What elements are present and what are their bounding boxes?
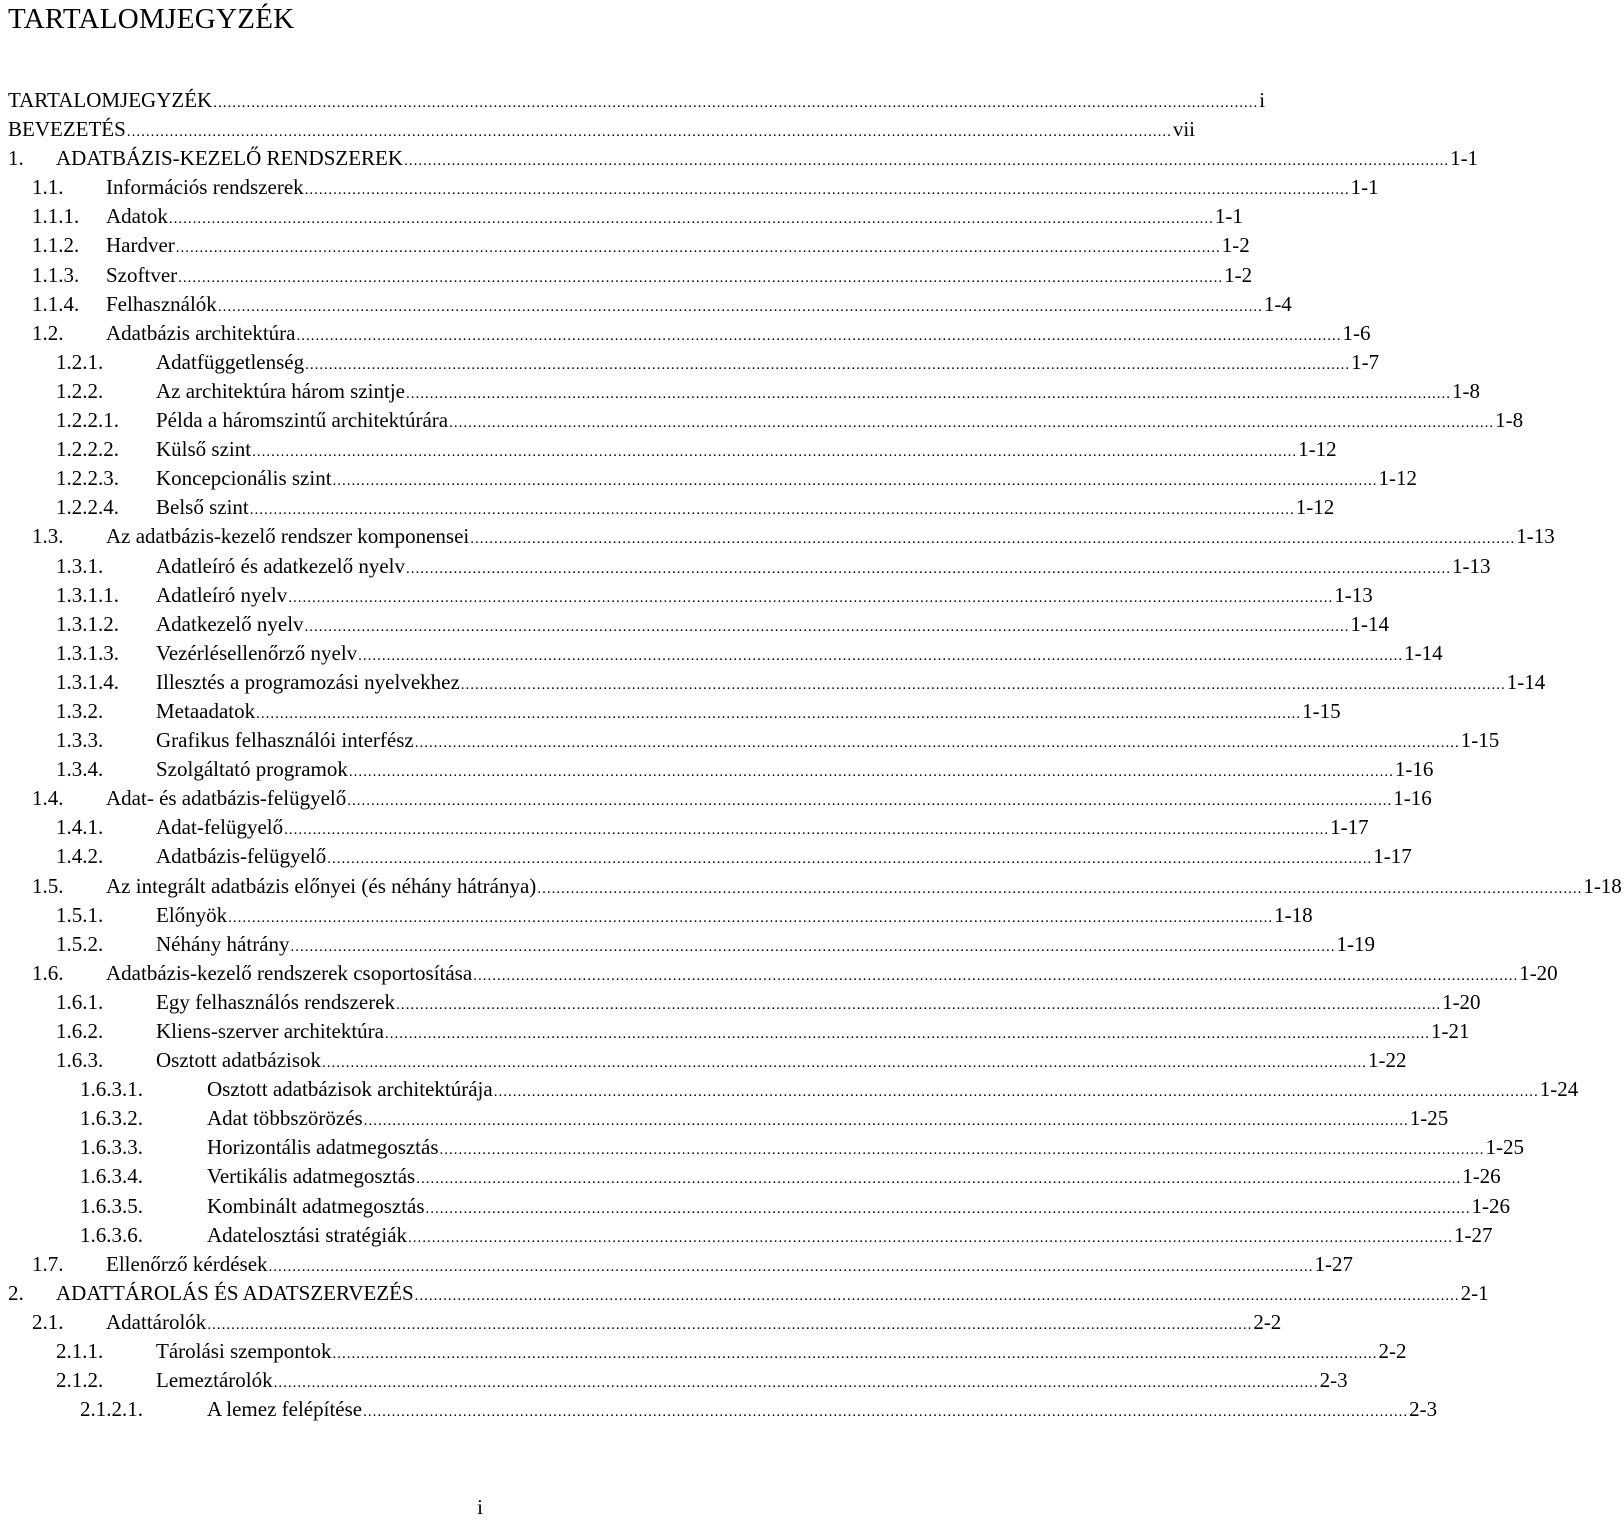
toc-entry-number: 1.6.3.6. <box>80 1222 143 1247</box>
toc-entry-title: Adatleíró nyelv <box>156 582 288 607</box>
dot-leader: ............................................................................................................................................................................................................................ <box>384 1026 1430 1042</box>
toc-entry-title: Felhasználók <box>106 291 217 316</box>
toc-entry-page: 1-13 <box>1451 553 1491 578</box>
toc-entry[interactable] <box>0 377 1480 406</box>
toc-entry-title: ADATTÁROLÁS ÉS ADATSZERVEZÉS <box>56 1280 414 1305</box>
dot-leader: ............................................................................................................................................................................................................................ <box>416 1171 1462 1188</box>
toc-entry-title: Az integrált adatbázis előnyei (és néhány hátránya) <box>106 873 537 898</box>
toc-entry[interactable] <box>0 1104 1449 1133</box>
toc-entry[interactable] <box>0 1395 1438 1424</box>
toc-entry-number: 1.3.3. <box>56 728 104 753</box>
toc-entry-title: Adatleíró és adatkezelő nyelv <box>156 553 405 578</box>
toc-entry-title: Belső szint <box>156 495 249 520</box>
toc-entry-page: 1-6 <box>1342 320 1371 345</box>
toc-entry-number: 1.6.2. <box>56 1019 104 1043</box>
table-of-contents <box>0 86 1622 1424</box>
dot-leader: ............................................................................................................................................................................................................................ <box>249 502 1295 519</box>
toc-entry[interactable] <box>0 872 1622 901</box>
toc-entry[interactable] <box>0 1250 1354 1279</box>
toc-entry-title: Adatbázis-kezelő rendszerek csoportosítása <box>106 960 473 985</box>
toc-entry-title: Metaadatok <box>156 698 256 723</box>
toc-entry[interactable] <box>0 552 1491 581</box>
toc-entry-number: 1.2. <box>32 320 64 345</box>
toc-entry-number: 2.1.2. <box>56 1368 104 1393</box>
toc-entry[interactable] <box>0 1017 1470 1046</box>
toc-entry-page: 2-2 <box>1378 1339 1407 1364</box>
toc-entry[interactable] <box>0 173 1379 202</box>
toc-entry[interactable] <box>0 1279 1489 1308</box>
dot-leader: ............................................................................................................................................................................................................................ <box>460 676 1506 693</box>
toc-entry-number: 1.6.3.4. <box>80 1164 143 1189</box>
toc-entry-page: 1-15 <box>1460 728 1500 753</box>
dot-leader: ............................................................................................................................................................................................................................ <box>322 1055 1368 1072</box>
dot-leader: ............................................................................................................................................................................................................................ <box>363 1113 1409 1130</box>
toc-entry-page: 1-26 <box>1462 1164 1501 1189</box>
toc-entry-number: 1.2.2.1. <box>56 408 119 433</box>
toc-entry-page: 1-25 <box>1485 1135 1525 1160</box>
dot-leader: ............................................................................................................................................................................................................................ <box>268 1258 1314 1275</box>
toc-entry[interactable] <box>0 464 1418 493</box>
toc-entry[interactable] <box>0 988 1481 1017</box>
toc-entry[interactable] <box>0 901 1313 930</box>
toc-entry-page: 1-2 <box>1224 262 1253 287</box>
toc-entry-number: 1.2.2.2. <box>56 437 119 462</box>
toc-entry-page: 1-26 <box>1471 1193 1511 1218</box>
toc-entry-title: Tárolási szempontok <box>156 1339 332 1364</box>
dot-leader: ............................................................................................................................................................................................................................ <box>348 764 1394 781</box>
toc-entry[interactable] <box>0 1221 1493 1250</box>
toc-entry-title: Kliens-szerver architektúra <box>156 1019 384 1043</box>
toc-entry-title: Egy felhasználós rendszerek <box>156 989 396 1014</box>
dot-leader: ............................................................................................................................................................................................................................ <box>168 211 1214 228</box>
dot-leader: ............................................................................................................................................................................................................................ <box>252 444 1298 461</box>
dot-leader: ............................................................................................................................................................................................................................ <box>288 589 1334 606</box>
toc-entry-title: Illesztés a programozási nyelvekhez <box>156 669 460 694</box>
toc-entry-title: Koncepcionális szint <box>156 466 332 491</box>
toc-entry[interactable] <box>0 784 1432 813</box>
toc-entry-page: 2-3 <box>1409 1397 1438 1422</box>
dot-leader: ............................................................................................................................................................................................................................ <box>273 1375 1319 1392</box>
toc-entry-page: 1-8 <box>1495 408 1524 433</box>
dot-leader: ............................................................................................................................................................................................................................ <box>358 647 1404 664</box>
toc-entry[interactable] <box>0 522 1555 551</box>
toc-entry-page: 1-12 <box>1298 437 1337 462</box>
toc-entry-number: 1.4.2. <box>56 844 104 869</box>
toc-entry-number: 2. <box>8 1280 24 1305</box>
toc-entry-page: 1-13 <box>1516 524 1555 549</box>
toc-entry-page: 1-13 <box>1334 582 1373 607</box>
toc-entry-number: 1.2.2.4. <box>56 495 119 520</box>
toc-entry-number: 2.1. <box>32 1309 64 1334</box>
toc-entry-page: 1-21 <box>1430 1019 1470 1043</box>
toc-entry-page: 1-14 <box>1350 611 1390 636</box>
toc-entry-title: Információs rendszerek <box>106 175 304 200</box>
toc-entry-page: vii <box>1172 117 1195 142</box>
toc-entry[interactable] <box>0 1308 1282 1337</box>
toc-entry-page: 1-16 <box>1393 786 1432 811</box>
toc-entry-title: Adatelosztási stratégiák <box>207 1222 408 1247</box>
toc-entry-page: 1-22 <box>1368 1048 1407 1073</box>
dot-leader: ............................................................................................................................................................................................................................ <box>126 124 1172 141</box>
toc-entry-number: 1.5.1. <box>56 902 104 927</box>
toc-entry-title: Példa a háromszintű architektúrára <box>156 408 449 433</box>
toc-entry-title: Szolgáltató programok <box>156 757 348 782</box>
toc-entry-page: 1-1 <box>1214 204 1243 229</box>
dot-leader: ............................................................................................................................................................................................................................ <box>363 1404 1409 1421</box>
toc-entry-number: 1.3.2. <box>56 698 104 723</box>
toc-entry-title: Adat-felügyelő <box>156 815 284 840</box>
dot-leader: ............................................................................................................................................................................................................................ <box>290 938 1336 955</box>
toc-entry-number: 1.1.3. <box>32 262 80 287</box>
toc-entry-title: Adatbázis architektúra <box>106 320 296 345</box>
dot-leader: ............................................................................................................................................................................................................................ <box>470 531 1516 548</box>
toc-entry-number: 2.1.2.1. <box>80 1397 143 1422</box>
toc-entry-page: 1-7 <box>1351 349 1380 374</box>
dot-leader: ............................................................................................................................................................................................................................ <box>493 1084 1539 1101</box>
toc-entry-page: 1-18 <box>1583 873 1622 898</box>
toc-entry-page: 1-25 <box>1409 1106 1449 1131</box>
toc-entry-number: 1.3. <box>32 524 64 549</box>
toc-entry-title: Adatfüggetlenség <box>156 349 305 374</box>
toc-entry[interactable] <box>0 406 1524 435</box>
footer-page-number: i <box>477 1495 483 1519</box>
toc-entry-title: Grafikus felhasználói interfész <box>156 728 414 753</box>
toc-entry-page: 1-19 <box>1336 931 1376 956</box>
toc-entry[interactable] <box>0 842 1412 871</box>
toc-entry[interactable] <box>0 86 1266 115</box>
toc-entry-number: 1.6.3.2. <box>80 1106 143 1131</box>
toc-entry-number: 1.4. <box>32 786 64 811</box>
toc-entry[interactable] <box>0 115 1195 144</box>
toc-entry-title: Néhány hátrány <box>156 931 290 956</box>
dot-leader: ............................................................................................................................................................................................................................ <box>408 1229 1454 1246</box>
dot-leader: ............................................................................................................................................................................................................................ <box>414 735 1460 752</box>
dot-leader: ............................................................................................................................................................................................................................ <box>213 95 1259 111</box>
toc-entry-number: 1.6.3.1. <box>80 1077 143 1102</box>
toc-entry-page: 1-20 <box>1519 960 1558 985</box>
dot-leader: ............................................................................................................................................................................................................................ <box>537 880 1583 897</box>
toc-entry-title: BEVEZETÉS <box>8 117 126 142</box>
dot-leader: ............................................................................................................................................................................................................................ <box>296 327 1342 344</box>
toc-entry-number: 1.3.4. <box>56 757 104 782</box>
toc-entry-title: TARTALOMJEGYZÉK <box>8 88 213 112</box>
dot-leader: ............................................................................................................................................................................................................................ <box>473 967 1519 984</box>
dot-leader: ............................................................................................................................................................................................................................ <box>304 182 1350 199</box>
toc-entry-number: 1.1.2. <box>32 233 80 258</box>
toc-entry[interactable] <box>0 1366 1348 1395</box>
toc-entry-number: 1.3.1.2. <box>56 611 119 636</box>
toc-entry-page: 1-16 <box>1394 757 1434 782</box>
dot-leader: ............................................................................................................................................................................................................................ <box>217 298 1263 315</box>
toc-entry-title: Előnyök <box>156 902 228 927</box>
toc-entry-title: Adatok <box>106 204 168 229</box>
dot-leader: ............................................................................................................................................................................................................................ <box>404 153 1450 170</box>
toc-entry[interactable] <box>0 1075 1579 1104</box>
toc-entry-number: 1.2.1. <box>56 349 104 374</box>
toc-entry-title: Ellenőrző kérdések <box>106 1251 268 1276</box>
dot-leader: ............................................................................................................................................................................................................................ <box>332 1346 1378 1363</box>
toc-entry[interactable] <box>0 1133 1525 1162</box>
toc-entry[interactable] <box>0 261 1253 290</box>
toc-entry-title: ADATBÁZIS-KEZELŐ RENDSZEREK <box>56 146 404 171</box>
toc-entry[interactable] <box>0 726 1500 755</box>
toc-entry[interactable] <box>0 1046 1407 1075</box>
toc-entry-title: Adatbázis-felügyelő <box>156 844 327 869</box>
toc-entry-title: Lemeztárolók <box>156 1368 273 1393</box>
dot-leader: ............................................................................................................................................................................................................................ <box>304 618 1350 635</box>
toc-entry[interactable] <box>0 668 1546 697</box>
toc-entry-number: 1.2.2.3. <box>56 466 119 491</box>
toc-entry[interactable] <box>0 959 1558 988</box>
toc-entry-number: 1.6.3.5. <box>80 1193 143 1218</box>
toc-entry-number: 1.6. <box>32 960 64 985</box>
dot-leader: ............................................................................................................................................................................................................................ <box>347 793 1393 810</box>
toc-entry[interactable] <box>0 348 1380 377</box>
toc-entry[interactable] <box>0 1192 1511 1221</box>
toc-entry-title: Adatkezelő nyelv <box>156 611 304 636</box>
toc-entry-page: 1-14 <box>1506 669 1546 694</box>
toc-entry-title: Az architektúra három szintje <box>156 378 405 403</box>
toc-entry[interactable] <box>0 144 1479 173</box>
toc-entry-page: 1-15 <box>1302 698 1341 723</box>
dot-leader: ............................................................................................................................................................................................................................ <box>449 415 1495 432</box>
toc-entry[interactable] <box>0 493 1335 522</box>
toc-entry-title: Vertikális adatmegosztás <box>207 1164 416 1189</box>
toc-entry-number: 1.6.3.3. <box>80 1135 143 1160</box>
toc-entry[interactable] <box>0 319 1371 348</box>
toc-entry-title: Horizontális adatmegosztás <box>207 1135 439 1160</box>
toc-entry[interactable] <box>0 755 1434 784</box>
dot-leader: ............................................................................................................................................................................................................................ <box>284 822 1330 839</box>
dot-leader: ............................................................................................................................................................................................................................ <box>405 385 1451 402</box>
toc-entry-page: 1-24 <box>1539 1077 1579 1102</box>
dot-leader: ............................................................................................................................................................................................................................ <box>414 1287 1460 1304</box>
dot-leader: ............................................................................................................................................................................................................................ <box>178 269 1224 286</box>
toc-entry-page: 1-27 <box>1314 1251 1354 1276</box>
toc-entry-page: i <box>1259 88 1266 112</box>
toc-entry[interactable] <box>0 639 1443 668</box>
toc-entry[interactable] <box>0 231 1250 260</box>
toc-entry-page: 2-2 <box>1253 1309 1282 1334</box>
toc-entry-number: 1.3.1. <box>56 553 104 578</box>
toc-entry-title: A lemez felépítése <box>207 1397 363 1422</box>
toc-entry[interactable] <box>0 435 1337 464</box>
toc-entry[interactable] <box>0 697 1341 726</box>
toc-entry-number: 1.7. <box>32 1251 64 1276</box>
toc-entry-page: 1-14 <box>1404 640 1443 665</box>
toc-entry-page: 1-2 <box>1221 233 1250 258</box>
toc-entry[interactable] <box>0 1337 1407 1366</box>
toc-entry[interactable] <box>0 290 1292 319</box>
toc-entry-title: Az adatbázis-kezelő rendszer komponensei <box>106 524 470 549</box>
dot-leader: ............................................................................................................................................................................................................................ <box>425 1200 1471 1217</box>
toc-entry-number: 1.1.1. <box>32 204 80 229</box>
toc-entry-title: Adat- és adatbázis-felügyelő <box>106 786 347 811</box>
dot-leader: ............................................................................................................................................................................................................................ <box>207 1316 1253 1333</box>
toc-entry-number: 1.3.1.3. <box>56 640 119 665</box>
toc-entry-number: 1.6.1. <box>56 989 104 1014</box>
toc-entry-number: 1.5. <box>32 873 64 898</box>
dot-leader: ............................................................................................................................................................................................................................ <box>256 705 1302 722</box>
dot-leader: ............................................................................................................................................................................................................................ <box>228 909 1274 926</box>
page-title: TARTALOMJEGYZÉK <box>8 3 295 35</box>
toc-entry-title: Hardver <box>106 233 175 258</box>
dot-leader: ............................................................................................................................................................................................................................ <box>305 356 1351 373</box>
toc-entry[interactable] <box>0 1162 1501 1191</box>
toc-entry-page: 1-8 <box>1451 378 1480 403</box>
toc-entry-number: 1.3.1.4. <box>56 669 119 694</box>
toc-entry[interactable] <box>0 930 1376 959</box>
toc-entry-number: 1. <box>8 146 24 171</box>
toc-entry-number: 1.2.2. <box>56 378 104 403</box>
dot-leader: ............................................................................................................................................................................................................................ <box>175 240 1221 257</box>
toc-entry-page: 2-1 <box>1460 1280 1489 1305</box>
toc-entry-title: Vezérlésellenőrző nyelv <box>156 640 358 665</box>
dot-leader: ............................................................................................................................................................................................................................ <box>405 560 1451 577</box>
toc-entry-number: 1.3.1.1. <box>56 582 119 607</box>
toc-entry-page: 1-17 <box>1373 844 1412 869</box>
toc-entry[interactable] <box>0 610 1390 639</box>
dot-leader: ............................................................................................................................................................................................................................ <box>396 996 1442 1013</box>
toc-entry-title: Adattárolók <box>106 1309 207 1334</box>
dot-leader: ............................................................................................................................................................................................................................ <box>439 1142 1485 1159</box>
toc-entry-page: 1-20 <box>1442 989 1481 1014</box>
toc-entry-page: 1-12 <box>1295 495 1335 520</box>
toc-entry-page: 2-3 <box>1319 1368 1348 1393</box>
toc-entry-page: 1-18 <box>1274 902 1313 927</box>
toc-entry-page: 1-12 <box>1378 466 1418 491</box>
toc-entry-title: Kombinált adatmegosztás <box>207 1193 425 1218</box>
toc-entry-title: Osztott adatbázisok <box>156 1048 322 1073</box>
toc-entry[interactable] <box>0 202 1243 231</box>
toc-entry-title: Külső szint <box>156 437 252 462</box>
dot-leader: ............................................................................................................................................................................................................................ <box>332 473 1378 490</box>
toc-entry-number: 1.1. <box>32 175 64 200</box>
toc-entry[interactable] <box>0 581 1373 610</box>
toc-entry-number: 1.6.3. <box>56 1048 104 1073</box>
toc-entry-page: 1-27 <box>1454 1222 1493 1247</box>
toc-entry-number: 2.1.1. <box>56 1339 104 1364</box>
toc-entry-number: 1.5.2. <box>56 931 104 956</box>
toc-entry-page: 1-1 <box>1350 175 1379 200</box>
toc-entry-title: Osztott adatbázisok architektúrája <box>207 1077 493 1102</box>
toc-entry-page: 1-4 <box>1263 291 1292 316</box>
toc-entry-number: 1.4.1. <box>56 815 104 840</box>
toc-entry[interactable] <box>0 813 1369 842</box>
toc-entry-page: 1-1 <box>1450 146 1479 171</box>
toc-entry-title: Szoftver <box>106 262 178 287</box>
toc-entry-title: Adat többszörözés <box>207 1106 363 1131</box>
dot-leader: ............................................................................................................................................................................................................................ <box>327 851 1373 868</box>
toc-entry-number: 1.1.4. <box>32 291 80 316</box>
toc-entry-page: 1-17 <box>1330 815 1369 840</box>
